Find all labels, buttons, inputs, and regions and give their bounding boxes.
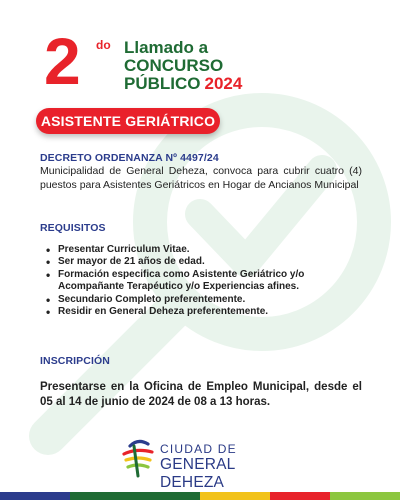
call-number-suffix: do (96, 38, 111, 52)
requisito-item: • Residir en General Deheza preferentemente. (46, 306, 366, 318)
inscripcion-text: Presentarse en la Oficina de Empleo Municipal, desde el 05 al 14 de junio de 2024 de 08 a 13 horas. (40, 381, 362, 408)
color-bar-segment (330, 492, 400, 500)
decreto-label: DECRETO ORDENANZA Nº 4497/24 (40, 152, 219, 164)
headline-publico: PÚBLICO (124, 74, 201, 93)
logo-text-line-2: GENERAL DEHEZA (160, 456, 235, 491)
headline-line-1: Llamado a (124, 38, 209, 57)
headline-year: 2024 (204, 74, 243, 93)
municipality-logo (118, 436, 286, 491)
call-number: 2 (44, 24, 79, 98)
requisito-item: • Presentar Curriculum Vitae. (46, 244, 366, 256)
color-bar-segment (70, 492, 200, 500)
requisito-item: • Secundario Completo preferentemente. (46, 294, 366, 306)
requisitos-label: REQUISITOS (40, 222, 106, 234)
headline-line-3 (124, 74, 242, 93)
logo-text-line-1: CIUDAD DE (160, 442, 237, 456)
decreto-text: Municipalidad de General Deheza, convoca para cubrir cuatro (4) puestos para Asistentes Geriátricos en Hogar de Ancianos Municipal (40, 165, 362, 191)
requisito-item: • Ser mayor de 21 años de edad. (46, 256, 366, 268)
requisitos-list (46, 244, 366, 318)
color-bar-segment (0, 492, 70, 500)
headline-line-2: CONCURSO (124, 56, 224, 75)
requisito-item: • Formación especifica como Asistente Geriátrico y/o Acompañante Terapéutico y/o Experiencias afines. (46, 269, 366, 294)
municipality-emblem-icon (118, 436, 158, 480)
color-bar-segment (200, 492, 270, 500)
color-bar-segment (270, 492, 330, 500)
inscripcion-label: INSCRIPCIÓN (40, 355, 110, 367)
bottom-color-bar (0, 492, 400, 500)
position-title-pill: ASISTENTE GERIÁTRICO (36, 108, 220, 134)
